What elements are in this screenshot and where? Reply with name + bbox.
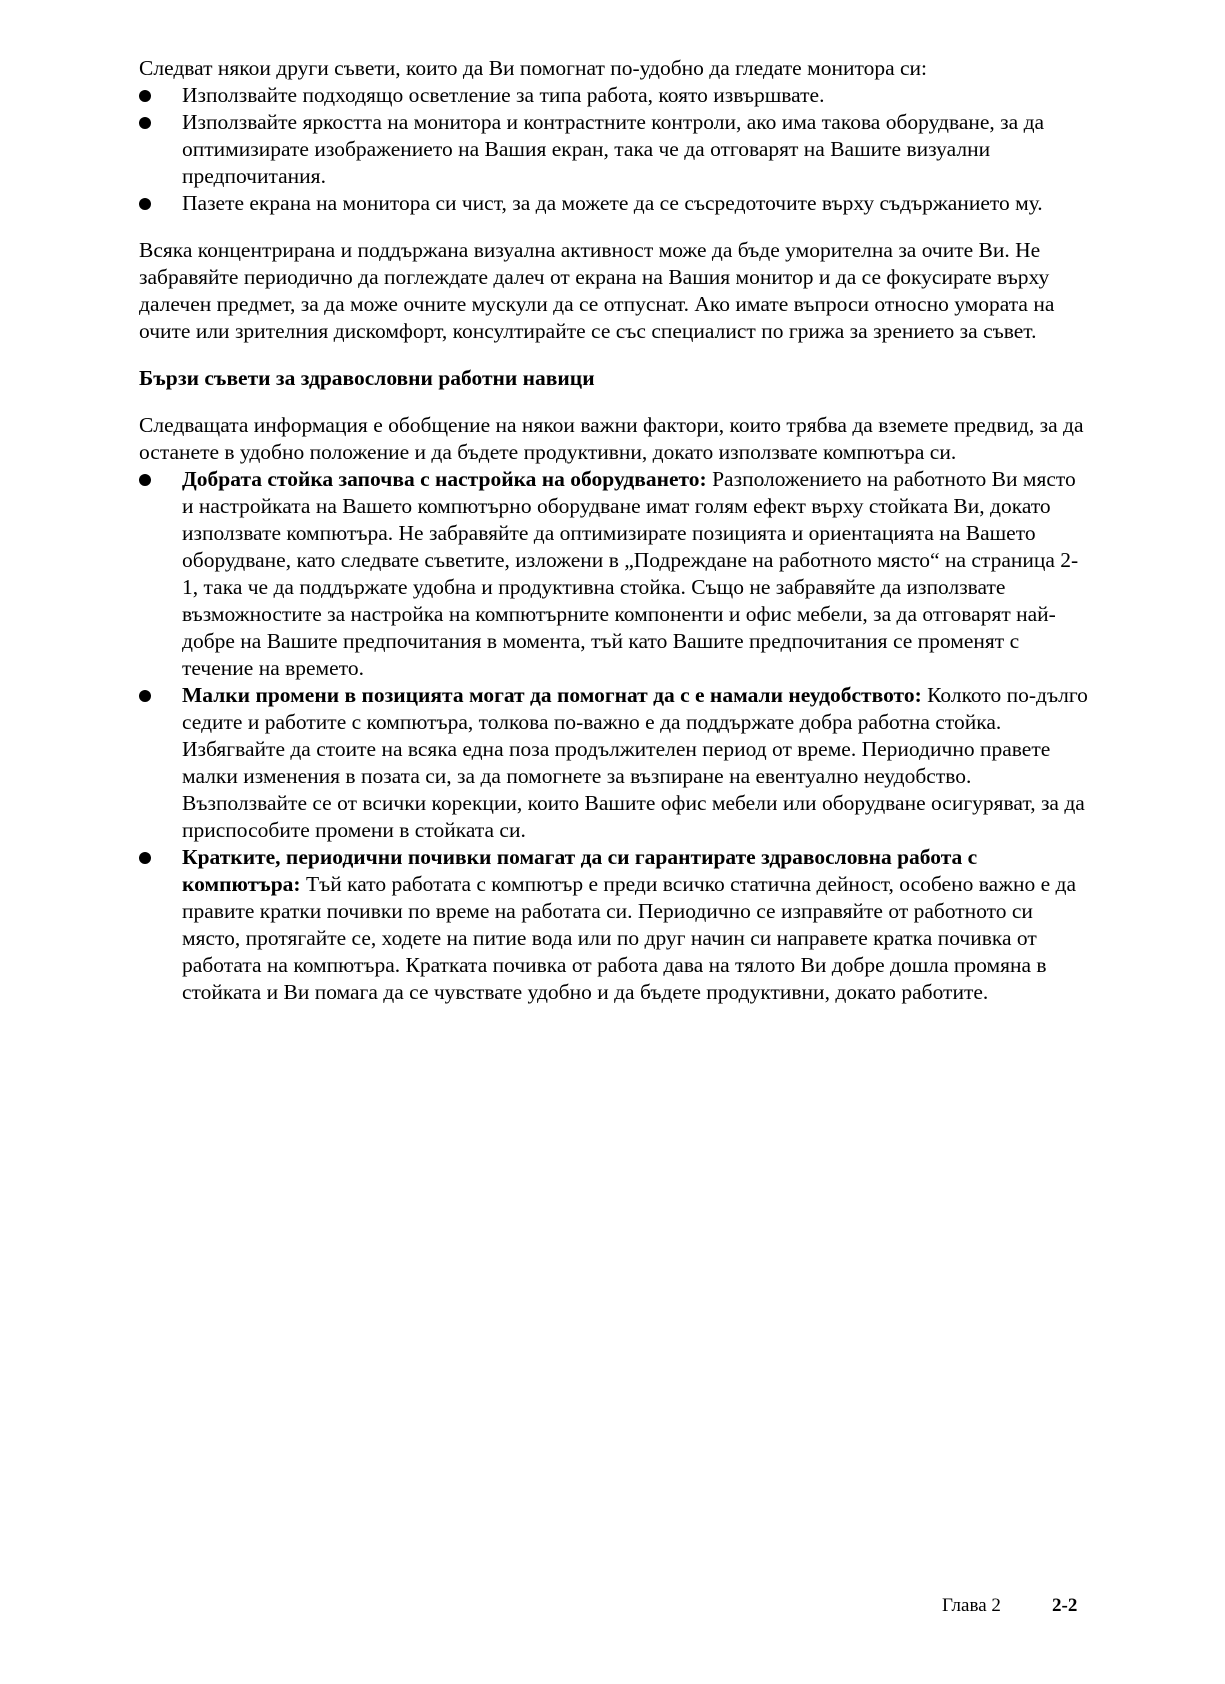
list-item-text: Разположението на работното Ви място и настройката на Вашето компютърно оборудване имат голям ефект върху стойката Ви, докато използвате компютъра. Не забравяйте да оптимизирате позицията и ориентацията на Вашето оборудване, като следвате съветите, изложени в „Подреждане на работното място“ на страница 2-1, така че да поддържате удобна и продуктивна стойка. Също не забравяйте да използвате възможностите за настройка на компютърните компоненти и офис мебели, за да отговарят най-добре на Вашите предпочитания в момента, тъй като Вашите предпочитания се променят с течение на времето. — [182, 467, 1079, 680]
list-item-text: Тъй като работата с компютър е преди всичко статична дейност, особено важно е да правите кратки почивки по време на работата си. Периодично се изправяйте от работното си място, протягайте се, ходете на питие вода или по друг начин си направете кратка почивка от работата на компютъра. Кратката почивка от работа дава на тялото Ви добре дошла промяна в стойката и Ви помага да се чувствате удобно и да бъдете продуктивни, докато работите. — [182, 872, 1077, 1004]
list-item-lead: Добрата стойка започва с настройка на оборудването: — [182, 467, 707, 491]
section-heading: Бързи съвети за здравословни работни навици — [139, 366, 595, 390]
bullet-icon — [139, 198, 151, 210]
list-item-text: Пазете екрана на монитора си чист, за да можете да се съсредоточите върху съдържанието му. — [182, 191, 1043, 215]
chapter-label: Глава 2 — [942, 1595, 1001, 1616]
eye-strain-paragraph: Всяка концентрирана и поддържана визуална активност може да бъде уморителна за очите Ви. Не забравяйте периодично да поглеждате далеч от екрана на Вашия монитор и да се фокусирате върху далечен предмет, за да може очните мускули да се отпуснат. Ако имате въпроси относно умората на очите или зрителния дискомфорт, консултирайте се със специалист по грижа за зрението за съвет. — [139, 238, 1055, 343]
list-item-text: Използвайте яркостта на монитора и контрастните контроли, ако има такова оборудване, за да оптимизирате изображението на Вашия екран, така че да отговарят на Вашите визуални предпочитания. — [182, 110, 1045, 188]
list-item — [139, 466, 1089, 682]
bullet-icon — [139, 474, 151, 486]
list-item — [139, 109, 1089, 190]
list-item-lead: Кратките, периодични почивки помагат да си гарантирате здравословна работа с компютъра: — [182, 845, 978, 896]
section-intro-paragraph: Следващата информация е обобщение на някои важни фактори, които трябва да вземете предвид, за да останете в удобно положение и да бъдете продуктивни, докато използвате компютъра си. — [139, 413, 1084, 464]
habit-tips-list — [139, 466, 1089, 1006]
list-item-text: Използвайте подходящо осветление за типа работа, която извършвате. — [182, 83, 825, 107]
list-item-lead: Малки промени в позицията могат да помогнат да с е намали неудобството: — [182, 683, 922, 707]
list-item — [139, 82, 1089, 109]
list-item-text: Колкото по-дълго седите и работите с компютъра, толкова по-важно е да поддържате добра работна стойка. Избягвайте да стоите на всяка една поза продължителен период от време. Периодично правете малки изменения в позата си, за да помогнете за възпиране на евентуално неудобство. Възползвайте се от всички корекции, които Вашите офис мебели или оборудване осигуряват, за да приспособите промени в стойката си. — [182, 683, 1088, 842]
bullet-icon — [139, 690, 151, 702]
document-page — [139, 55, 1089, 1006]
bullet-icon — [139, 117, 151, 129]
monitor-tips-list — [139, 82, 1089, 217]
bullet-icon — [139, 90, 151, 102]
monitor-tips-intro: Следват някои други съвети, които да Ви помогнат по-удобно да гледате монитора си: — [139, 56, 928, 80]
page-number: 2-2 — [1052, 1595, 1078, 1616]
list-item — [139, 844, 1089, 1006]
list-item — [139, 682, 1089, 844]
bullet-icon — [139, 852, 151, 864]
list-item — [139, 190, 1089, 217]
